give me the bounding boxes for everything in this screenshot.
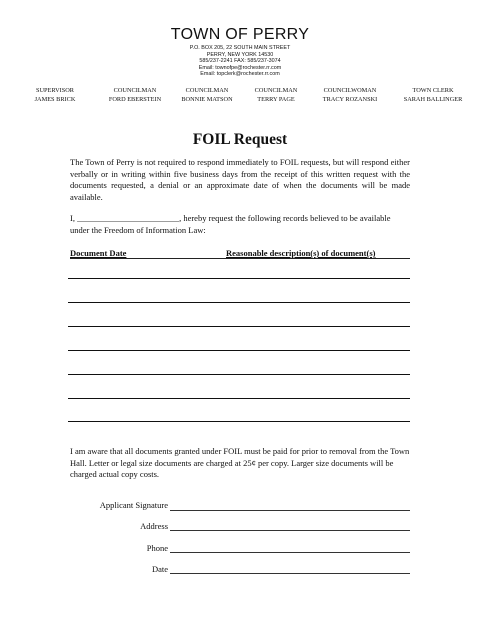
address-line: PERRY, NEW YORK 14530 — [206, 51, 274, 58]
entry-line-5[interactable] — [68, 374, 410, 375]
official-councilwoman — [310, 86, 390, 104]
address-line: P.O. BOX 205, 22 SOUTH MAIN STREET — [189, 45, 291, 51]
official-name: BONNIE MATSON — [181, 96, 233, 103]
official-name: FORD EBERSTEIN — [108, 96, 162, 103]
official-name: TRACY ROZANSKI — [322, 96, 378, 103]
entry-line-3[interactable] — [68, 326, 410, 327]
applicant-signature-label: Applicant Signature — [99, 500, 168, 510]
applicant-signature-line[interactable] — [170, 510, 410, 511]
official-councilman-1 — [95, 86, 175, 104]
official-councilman-3 — [236, 86, 316, 104]
entry-line-7[interactable] — [68, 421, 410, 422]
entry-line-6[interactable] — [68, 398, 410, 399]
official-role: COUNCILMAN — [113, 87, 157, 94]
request-paragraph: I, ________________________, hereby request the following records believed to be available under the Freedom of Information Law: — [70, 213, 391, 235]
official-role: TOWN CLERK — [412, 87, 454, 94]
official-name: TERRY PAGE — [257, 96, 295, 103]
entry-line-2[interactable] — [68, 302, 410, 303]
town-title: TOWN OF PERRY — [170, 26, 310, 43]
header-underline — [70, 258, 410, 259]
official-councilman-2 — [167, 86, 247, 104]
entry-line-1[interactable] — [68, 278, 410, 279]
official-role: SUPERVISOR — [36, 87, 74, 94]
payment-paragraph: I am aware that all documents granted under FOIL must be paid for prior to removal from the Town Hall. Letter or legal size documents are charged at 25¢ per copy. Larger size documents will be charged actual copy costs. — [70, 446, 410, 479]
official-role: COUNCILWOMAN — [323, 87, 377, 94]
date-line-field[interactable] — [170, 573, 410, 574]
document-date-header: Document Date — [70, 248, 127, 258]
official-supervisor — [15, 86, 95, 104]
phone-label: Phone — [146, 543, 168, 553]
phone-line-field[interactable] — [170, 552, 410, 553]
address-label: Address — [140, 521, 168, 531]
date-label: Date — [151, 564, 168, 574]
official-role: COUNCILMAN — [254, 87, 298, 94]
official-role: COUNCILMAN — [185, 87, 229, 94]
official-name: SARAH BALLINGER — [403, 96, 463, 103]
form-title: FOIL Request — [192, 131, 288, 148]
address-line-field[interactable] — [170, 530, 410, 531]
description-header: Reasonable description(s) of document(s) — [226, 248, 376, 258]
intro-paragraph: The Town of Perry is not required to respond immediately to FOIL requests, but will respond either verbally or in writing within five business days from the receipt of this written request with the documents requested, a denial or an approximate date of when the documents will be made available. — [70, 157, 410, 202]
phone-fax-line: 585/237-2241 FAX: 585/237-3074 — [199, 58, 281, 65]
official-town-clerk — [393, 86, 473, 104]
email-line: Email: townofpe@rochester.rr.com — [198, 64, 282, 71]
entry-line-4[interactable] — [68, 350, 410, 351]
official-name: JAMES BRICK — [34, 96, 76, 103]
email-line: Email: topclerk@rochester.rr.com — [200, 71, 280, 78]
